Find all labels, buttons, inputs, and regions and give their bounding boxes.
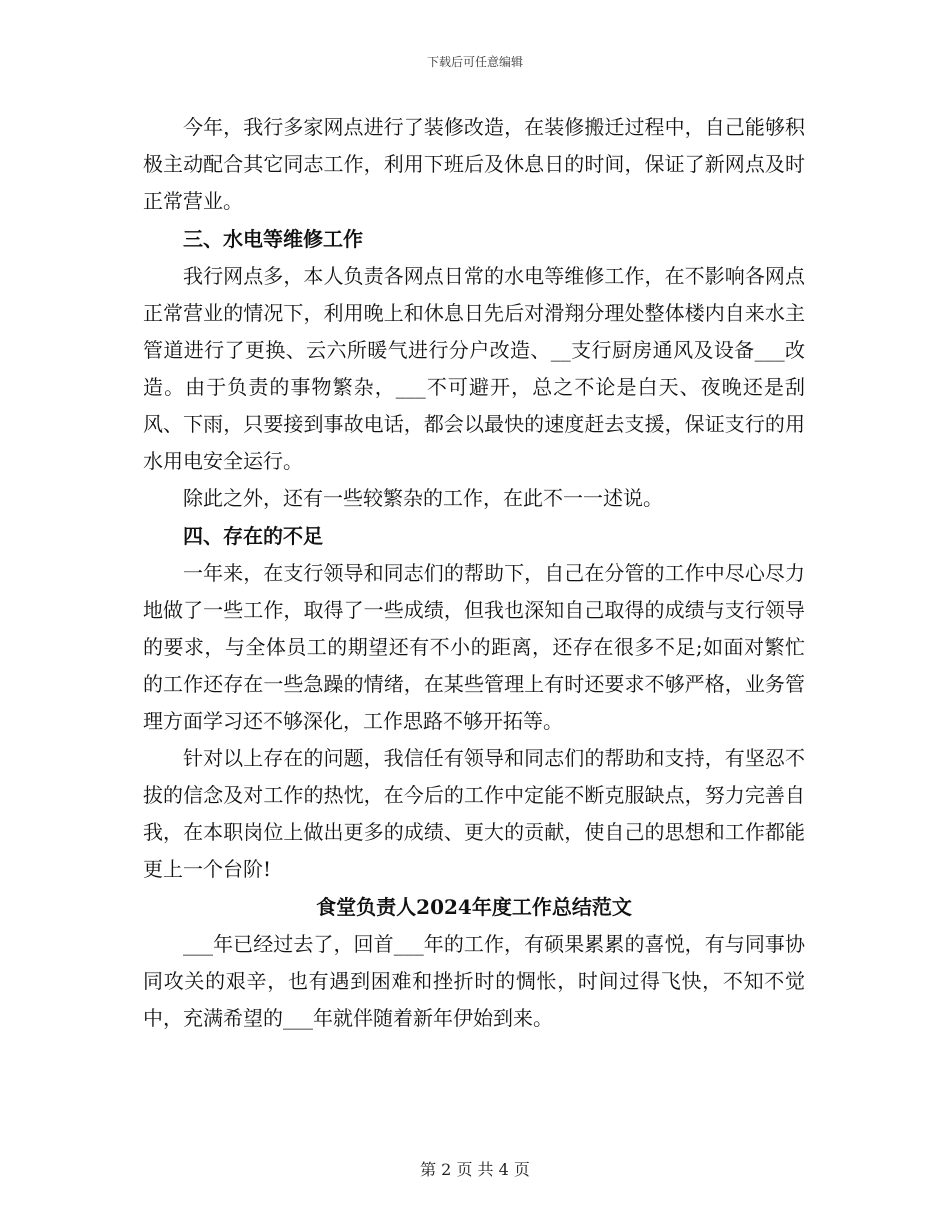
paragraph-improvement: 针对以上存在的问题，我信任有领导和同志们的帮助和支持，有坚忍不拔的信念及对工作的热忱，在今后的工作中定能不断克服缺点，努力完善自我，在本职岗位上做出更多的成绩、更大的贡献，使自己的思想和工作都能更上一个台阶! — [143, 746, 805, 881]
document-body — [143, 109, 805, 1037]
paragraph-renovation: 今年，我行多家网点进行了装修改造，在装修搬迁过程中，自己能够积极主动配合其它同志工作，利用下班后及休息日的时间，保证了新网点及时正常营业。 — [143, 115, 805, 213]
page-footer: 第 2 页 共 4 页 — [420, 1160, 530, 1179]
heading-maintenance: 三、水电等维修工作 — [183, 227, 363, 251]
heading-shortcomings: 四、存在的不足 — [183, 524, 323, 548]
paragraph-other-work: 除此之外，还有一些较繁杂的工作，在此不一一述说。 — [183, 486, 663, 510]
paragraph-maintenance: 我行网点多，本人负责各网点日常的水电等维修工作，在不影响各网点正常营业的情况下，利用晚上和休息日先后对滑翔分理处整体楼内自来水主管道进行了更换、云六所暖气进行分户改造、__支行厨房通风及设备___改造。由于负责的事物繁杂，___不可避开，总之不论是白天、夜晚还是刮风、下雨，只要接到事故电话，都会以最快的速度赶去支援，保证支行的用水用电安全运行。 — [143, 264, 805, 473]
page-header: 下载后可任意编辑 — [426, 55, 523, 69]
paragraph-intro: ___年已经过去了，回首___年的工作，有硕果累累的喜悦，有与同事协同攻关的艰辛，也有遇到困难和挫折时的惆怅，时间过得飞快，不知不觉中，充满希望的___年就伴随着新年伊始到来。 — [143, 932, 805, 1030]
paragraph-shortcomings: 一年来，在支行领导和同志们的帮助下，自己在分管的工作中尽心尽力地做了一些工作，取得了一些成绩，但我也深知自己取得的成绩与支行领导的要求，与全体员工的期望还有不小的距离，还存在很多不足;如面对繁忙的工作还存在一些急躁的情绪，在某些管理上有时还要求不够严格，业务管理方面学习还不够深化，工作思路不够开拓等。 — [143, 561, 805, 733]
document-title: 食堂负责人2024年度工作总结范文 — [316, 895, 632, 919]
